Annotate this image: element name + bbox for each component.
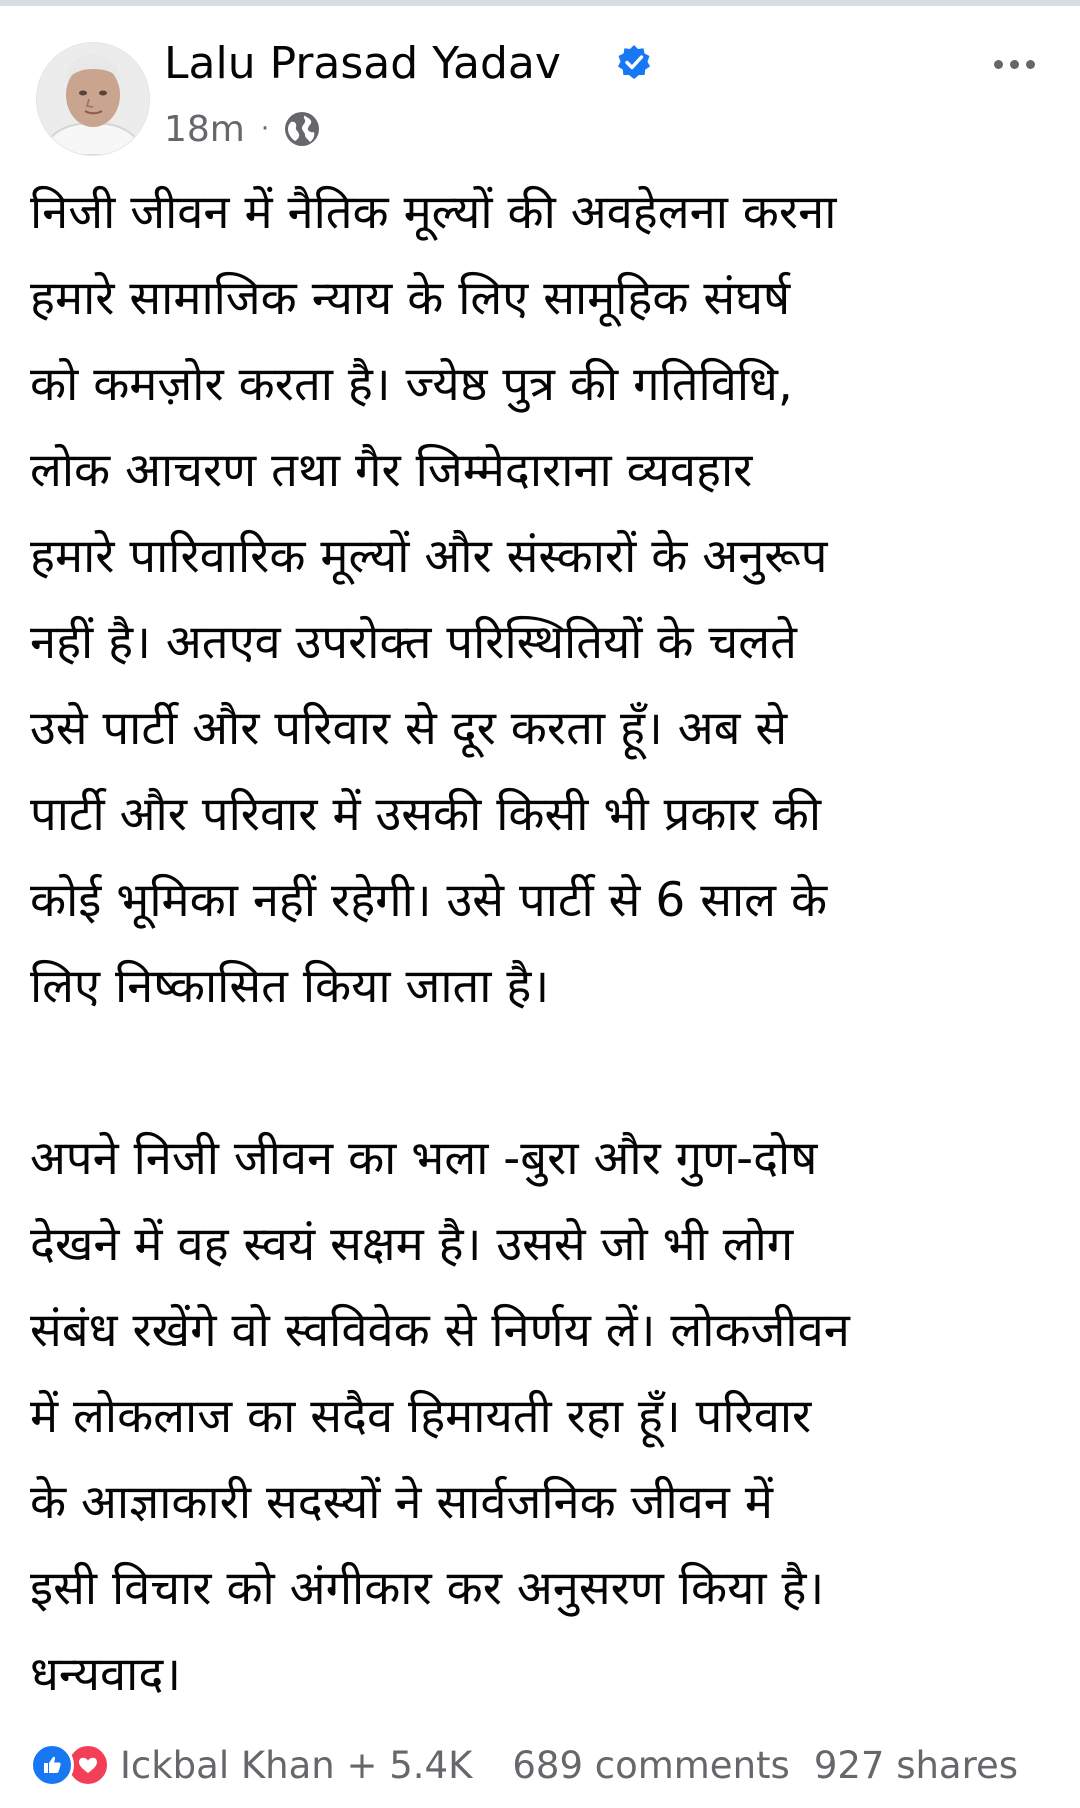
verified-badge-icon bbox=[616, 44, 652, 80]
reaction-summary[interactable]: Ickbal Khan + 5.4K bbox=[120, 1743, 473, 1787]
more-dot bbox=[994, 60, 1003, 69]
more-dot bbox=[1010, 60, 1019, 69]
like-icon bbox=[30, 1743, 74, 1787]
post-text bbox=[30, 170, 1060, 1718]
post-header bbox=[34, 34, 1046, 159]
avatar-photo bbox=[37, 43, 149, 155]
more-options-button[interactable] bbox=[982, 44, 1046, 84]
author-name[interactable]: Lalu Prasad Yadav bbox=[164, 38, 561, 89]
post-footer bbox=[30, 1735, 1050, 1795]
post-time[interactable]: 18m bbox=[164, 108, 245, 150]
avatar[interactable] bbox=[36, 42, 150, 156]
meta-separator: · bbox=[260, 114, 270, 144]
post-meta bbox=[164, 104, 321, 154]
more-dot bbox=[1026, 60, 1035, 69]
reaction-icons[interactable] bbox=[30, 1743, 110, 1787]
comments-count[interactable]: 689 comments bbox=[512, 1743, 790, 1787]
post-paragraph-1: निजी जीवन में नैतिक मूल्यों की अवहेलना करना हमारे सामाजिक न्याय के लिए सामूहिक संघर्ष को कमज़ोर करता है। ज्येष्ठ पुत्र की गतिविधि, लोक आचरण तथा गैर जिम्मेदाराना व्यवहार हमारे पारिवारिक मूल्यों और संस्कारों के अनुरूप नहीं है। अतएव उपरोक्त परिस्थितियों के चलते उसे पार्टी और परिवार से दूर करता हूँ। अब से पार्टी और परिवार में उसकी किसी भी प्रकार की कोई भूमिका नहीं रहेगी। उसे पार्टी से 6 साल के लिए निष्कासित किया जाता है। bbox=[30, 185, 837, 1014]
post-paragraph-2: अपने निजी जीवन का भला -बुरा और गुण-दोष देखने में वह स्वयं सक्षम है। उससे जो भी लोग संबंध रखेंगे वो स्वविवेक से निर्णय लें। लोकजीवन में लोकलाज का सदैव हिमायती रहा हूँ। परिवार के आज्ञाकारी सदस्यों ने सार्वजनिक जीवन में इसी विचार को अंगीकार कर अनुसरण किया है। धन्यवाद। bbox=[30, 1131, 850, 1702]
globe-icon bbox=[283, 110, 321, 148]
top-divider bbox=[0, 0, 1080, 6]
shares-count[interactable]: 927 shares bbox=[813, 1743, 1019, 1787]
